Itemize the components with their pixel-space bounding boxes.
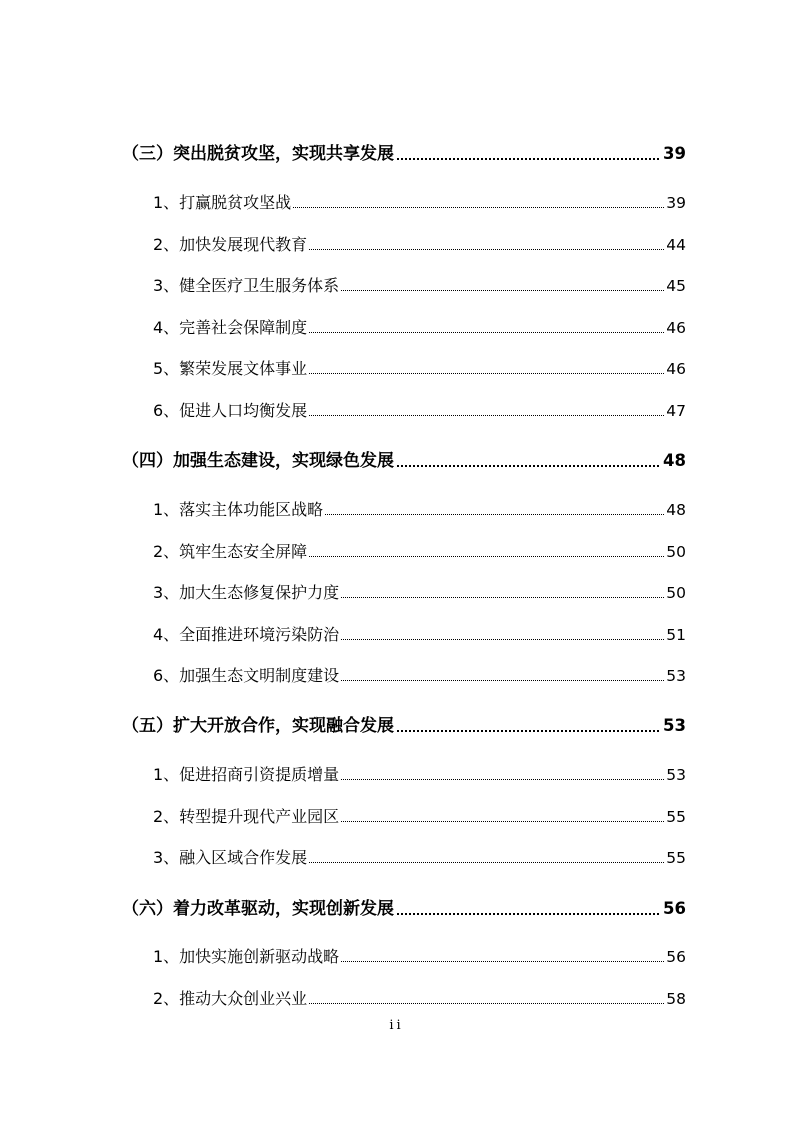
toc-page-number: 44 bbox=[664, 230, 686, 260]
toc-item[interactable] bbox=[0, 396, 793, 426]
toc-item-title: 2、推动大众创业兴业 bbox=[153, 984, 309, 1014]
toc-item-title: 4、完善社会保障制度 bbox=[153, 313, 309, 343]
toc-page-number: 48 bbox=[661, 446, 686, 476]
toc-section-5[interactable] bbox=[0, 711, 793, 741]
toc-item-title: 6、促进人口均衡发展 bbox=[153, 396, 309, 426]
toc-item-title: 3、健全医疗卫生服务体系 bbox=[153, 271, 341, 301]
toc-page-number: 50 bbox=[664, 578, 686, 608]
toc-item[interactable] bbox=[0, 354, 793, 384]
toc-page-number: 39 bbox=[664, 188, 686, 218]
toc-section-6[interactable] bbox=[0, 894, 793, 924]
toc-item[interactable] bbox=[0, 271, 793, 301]
toc-page-number: 51 bbox=[664, 620, 686, 650]
toc-section-title: （六）着力改革驱动，实现创新发展 bbox=[122, 894, 396, 924]
toc-page-number: 45 bbox=[664, 271, 686, 301]
toc-section-4[interactable] bbox=[0, 446, 793, 476]
toc-item-title: 1、打赢脱贫攻坚战 bbox=[153, 188, 293, 218]
toc-item[interactable] bbox=[0, 188, 793, 218]
toc-item[interactable] bbox=[0, 984, 793, 1014]
toc-page-number: 53 bbox=[664, 760, 686, 790]
toc-page-number: 58 bbox=[664, 984, 686, 1014]
toc-item[interactable] bbox=[0, 230, 793, 260]
toc-item-title: 2、加快发展现代教育 bbox=[153, 230, 309, 260]
toc-item[interactable] bbox=[0, 942, 793, 972]
toc-item-title: 4、全面推进环境污染防治 bbox=[153, 620, 341, 650]
toc-page-number: 39 bbox=[661, 139, 686, 169]
toc-page-number: 53 bbox=[661, 711, 686, 741]
toc-item-title: 3、融入区域合作发展 bbox=[153, 843, 309, 873]
toc-item-title: 3、加大生态修复保护力度 bbox=[153, 578, 341, 608]
toc-section-title: （五）扩大开放合作，实现融合发展 bbox=[122, 711, 396, 741]
toc-page-number: 56 bbox=[664, 942, 686, 972]
toc-section-3[interactable] bbox=[0, 139, 793, 169]
toc-item-title: 5、繁荣发展文体事业 bbox=[153, 354, 309, 384]
toc-item-title: 1、促进招商引资提质增量 bbox=[153, 760, 341, 790]
toc-item[interactable] bbox=[0, 620, 793, 650]
toc-section-title: （三）突出脱贫攻坚，实现共享发展 bbox=[122, 139, 396, 169]
toc-item[interactable] bbox=[0, 760, 793, 790]
toc-item[interactable] bbox=[0, 313, 793, 343]
toc-item-title: 2、筑牢生态安全屏障 bbox=[153, 537, 309, 567]
toc-page-number: 46 bbox=[664, 354, 686, 384]
toc-item[interactable] bbox=[0, 578, 793, 608]
toc-page-number: 55 bbox=[664, 843, 686, 873]
toc-page-number: 46 bbox=[664, 313, 686, 343]
toc-item[interactable] bbox=[0, 537, 793, 567]
toc-page-number: 56 bbox=[661, 894, 686, 924]
toc-item[interactable] bbox=[0, 661, 793, 691]
toc-page-number: 48 bbox=[664, 495, 686, 525]
toc-item-title: 1、落实主体功能区战略 bbox=[153, 495, 325, 525]
toc-page-number: 47 bbox=[664, 396, 686, 426]
toc-page-number: 50 bbox=[664, 537, 686, 567]
toc-item[interactable] bbox=[0, 802, 793, 832]
toc-page-number: 53 bbox=[664, 661, 686, 691]
toc-item[interactable] bbox=[0, 495, 793, 525]
toc-page-number: 55 bbox=[664, 802, 686, 832]
page-number-footer: ii bbox=[389, 1018, 404, 1033]
toc-item-title: 1、加快实施创新驱动战略 bbox=[153, 942, 341, 972]
toc-item-title: 6、加强生态文明制度建设 bbox=[153, 661, 341, 691]
toc-item-title: 2、转型提升现代产业园区 bbox=[153, 802, 341, 832]
toc-section-title: （四）加强生态建设，实现绿色发展 bbox=[122, 446, 396, 476]
toc-item[interactable] bbox=[0, 843, 793, 873]
